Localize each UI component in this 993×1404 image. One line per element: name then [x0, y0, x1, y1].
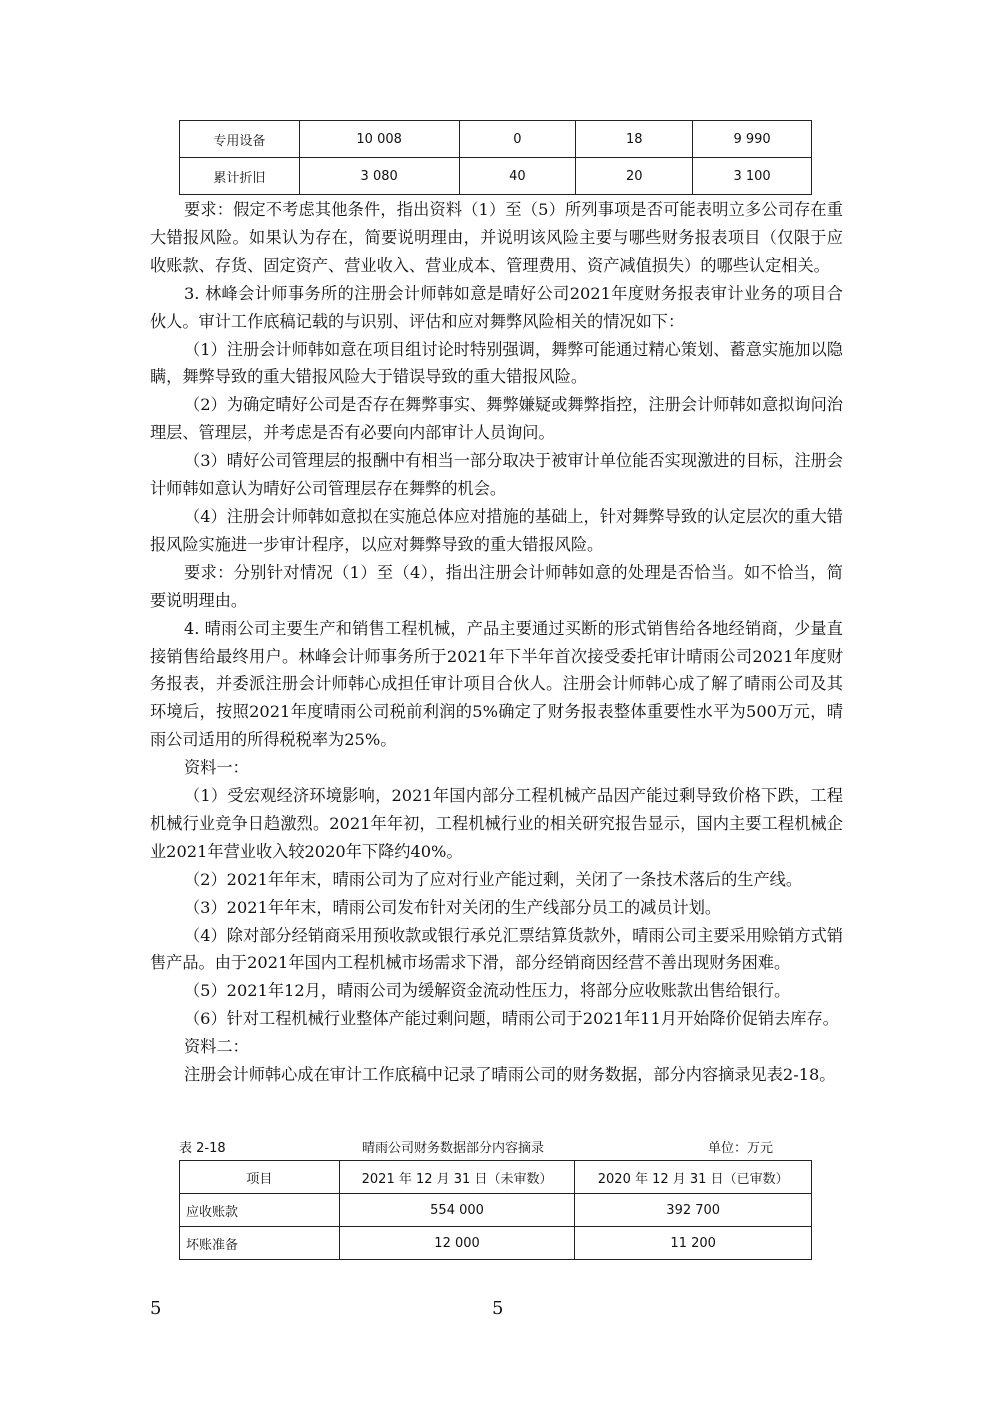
paragraph-4-item-4: （4）除对部分经销商采用预收款或银行承兑汇票结算货款外，晴雨公司主要采用赊销方式销售产品。由于2021年国内工程机械市场需求下滑，部分经销商因经营不善出现财务困难。: [150, 925, 843, 973]
table-cell: 3 080: [299, 158, 459, 195]
table-caption-unit: 单位：万元: [708, 1141, 774, 1156]
table-cell: 20: [576, 158, 693, 195]
paragraph-4-item-3: （3）2021年年末，晴雨公司发布针对关闭的生产线部分员工的减员计划。: [184, 897, 722, 917]
row-label: 专用设备: [180, 121, 300, 158]
table-caption-title: 晴雨公司财务数据部分内容摘录: [362, 1141, 545, 1156]
table-cell: 9 990: [693, 121, 812, 158]
table-cell: 392 700: [575, 1194, 812, 1227]
column-header: 项目: [180, 1161, 340, 1194]
table-cell: 18: [576, 121, 693, 158]
page-number-right: 5: [492, 1298, 504, 1319]
table-row: [180, 158, 812, 195]
column-header: 2021 年 12 月 31 日（未审数）: [339, 1161, 575, 1194]
table-cell: 40: [459, 158, 576, 195]
table-row: [180, 1194, 812, 1227]
row-label: 坏账准备: [180, 1227, 340, 1260]
paragraph-4-item-5: （5）2021年12月，晴雨公司为缓解资金流动性压力，将部分应收账款出售给银行。: [184, 981, 791, 1001]
paragraph-4-item-2: （2）2021年年末，晴雨公司为了应对行业产能过剩，关闭了一条技术落后的生产线。: [184, 869, 803, 889]
table-cell: 0: [459, 121, 576, 158]
table-cell: 554 000: [339, 1194, 575, 1227]
paragraph-requirement-2: 要求：假定不考虑其他条件，指出资料（1）至（5）所列事项是否可能表明立多公司存在重大错报风险。如果认为存在，简要说明理由，并说明该风险主要与哪些财务报表项目（仅限于应收账款、存货、固定资产、营业收入、营业成本、管理费用、资产减值损失）的哪些认定相关。: [150, 200, 843, 275]
table-caption-number: 表 2-18: [179, 1141, 226, 1156]
table-row: [180, 1227, 812, 1260]
table-cell: 3 100: [693, 158, 812, 195]
paragraph-3-item-1: （1）注册会计师韩如意在项目组讨论时特别强调，舞弊可能通过精心策划、蓄意实施加以隐瞒，舞弊导致的重大错报风险大于错误导致的重大错报风险。: [150, 339, 843, 387]
paragraph-3-item-2: （2）为确定晴好公司是否存在舞弊事实、舞弊嫌疑或舞弊指控，注册会计师韩如意拟询问治理层、管理层，并考虑是否有必要向内部审计人员询问。: [150, 395, 843, 443]
table-row: [180, 121, 812, 158]
row-label: 累计折旧: [180, 158, 300, 195]
paragraph-3-item-3: （3）晴好公司管理层的报酬中有相当一部分取决于被审计单位能否实现激进的目标，注册会计师韩如意认为晴好公司管理层存在舞弊的机会。: [150, 451, 843, 499]
table-cell: 11 200: [575, 1227, 812, 1260]
fixed-assets-table: [179, 120, 812, 195]
paragraph-material-1-heading: 资料一：: [184, 758, 249, 778]
table-cell: 10 008: [299, 121, 459, 158]
paragraph-requirement-3: 要求：分别针对情况（1）至（4），指出注册会计师韩如意的处理是否恰当。如不恰当，简要说明理由。: [150, 562, 843, 610]
table-cell: 12 000: [339, 1227, 575, 1260]
row-label: 应收账款: [180, 1194, 340, 1227]
financial-data-table: [179, 1160, 812, 1260]
paragraph-material-2-heading: 资料二：: [184, 1037, 249, 1057]
column-header: 2020 年 12 月 31 日（已审数）: [575, 1161, 812, 1194]
body-text: [150, 196, 843, 1089]
paragraph-4-item-6: （6）针对工程机械行业整体产能过剩问题，晴雨公司于2021年11月开始降价促销去库存。: [184, 1009, 839, 1029]
paragraph-question-4: 4. 晴雨公司主要生产和销售工程机械，产品主要通过买断的形式销售给各地经销商，少量直接销售给最终用户。林峰会计师事务所于2021年下半年首次接受委托审计晴雨公司2021年度财务报表，并委派注册会计师韩心成担任审计项目合伙人。注册会计师韩心成了解了晴雨公司及其环境后，按照2021年度晴雨公司税前利润的5%确定了财务报表整体重要性水平为500万元，晴雨公司适用的所得税税率为25%。: [150, 618, 843, 750]
page-number-left: 5: [150, 1298, 162, 1319]
paragraph-question-3: 3. 林峰会计师事务所的注册会计师韩如意是晴好公司2021年度财务报表审计业务的项目合伙人。审计工作底稿记载的与识别、评估和应对舞弊风险相关的情况如下：: [150, 283, 843, 331]
paragraph-4-item-1: （1）受宏观经济环境影响，2021年国内部分工程机械产品因产能过剩导致价格下跌，工程机械行业竞争日趋激烈。2021年年初，工程机械行业的相关研究报告显示，国内主要工程机械企业2021年营业收入较2020年下降约40%。: [150, 786, 843, 861]
table-header-row: [180, 1161, 812, 1194]
paragraph-material-2-text: 注册会计师韩心成在审计工作底稿中记录了晴雨公司的财务数据，部分内容摘录见表2-18。: [184, 1065, 836, 1085]
paragraph-3-item-4: （4）注册会计师韩如意拟在实施总体应对措施的基础上，针对舞弊导致的认定层次的重大错报风险实施进一步审计程序，以应对舞弊导致的重大错报风险。: [150, 506, 843, 554]
